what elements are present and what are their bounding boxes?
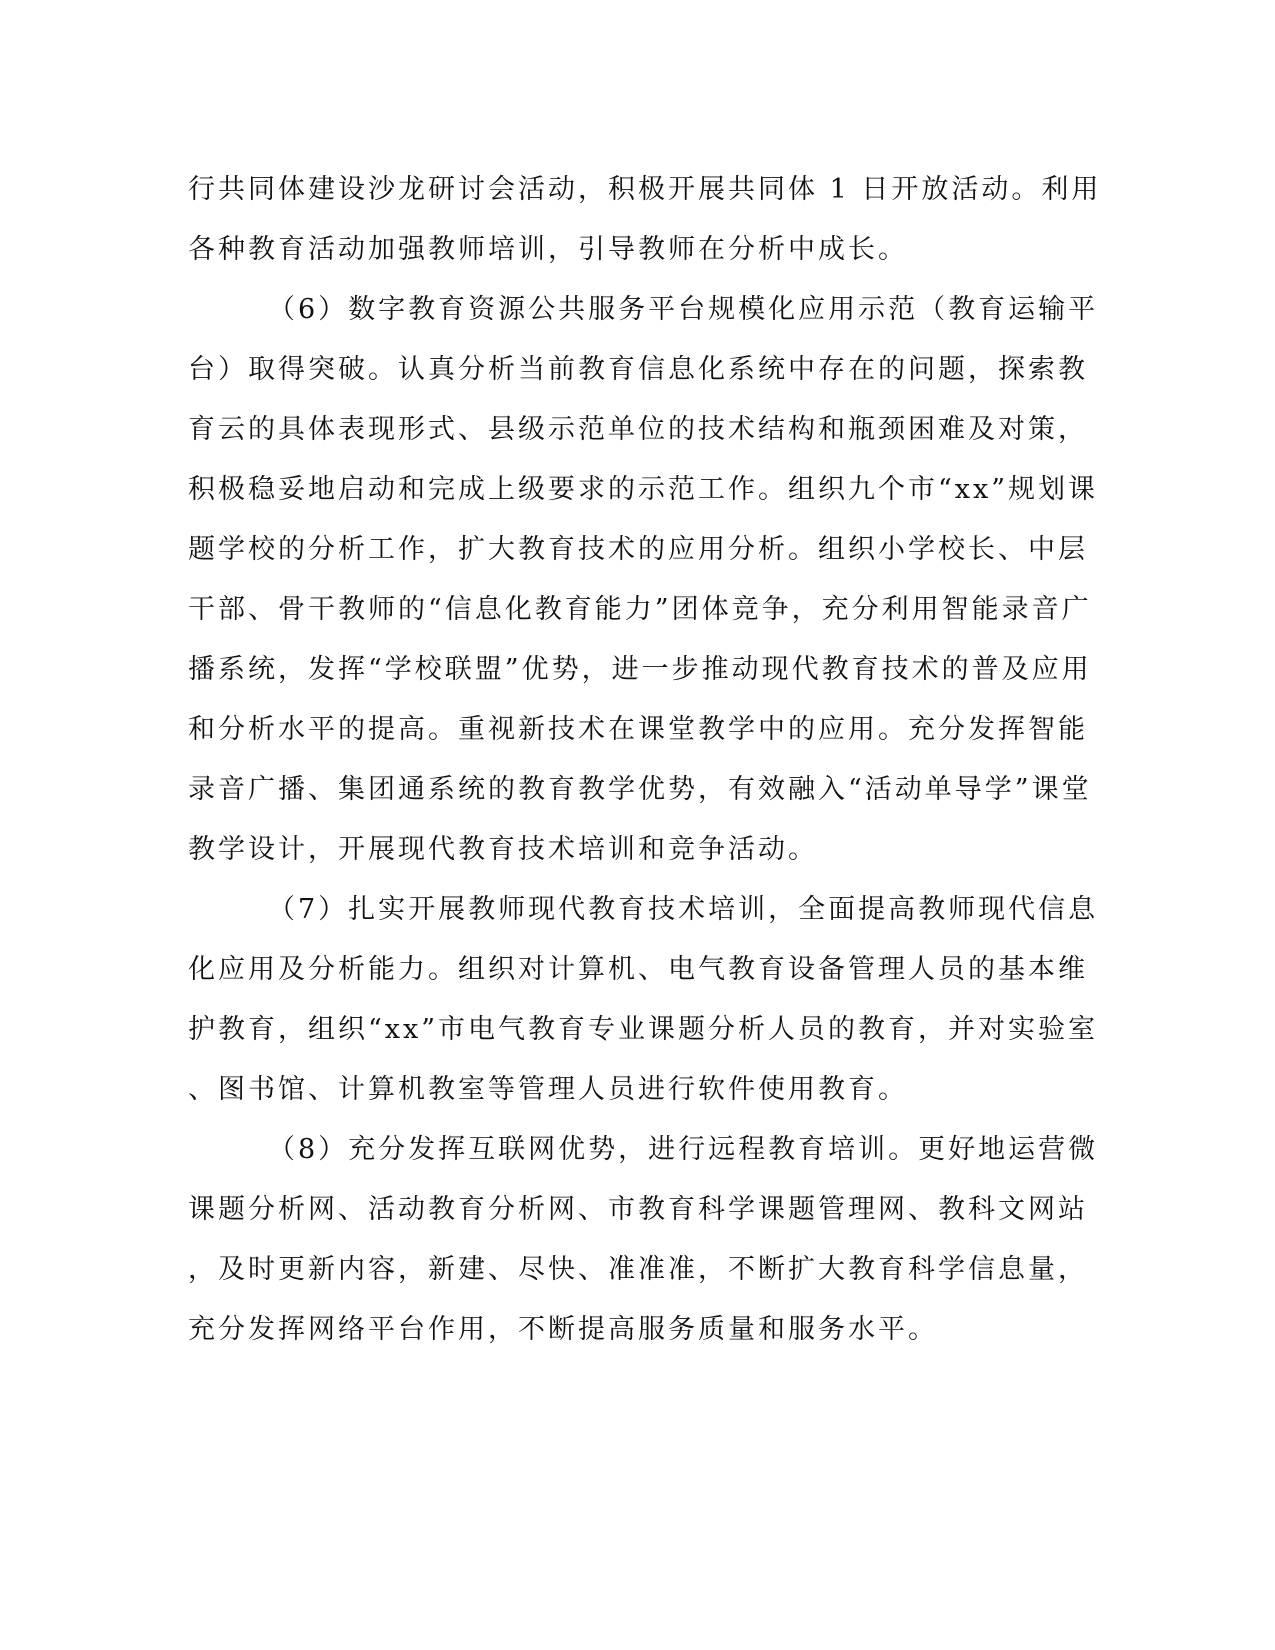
text-line: 录音广播、集团通系统的教育教学优势，有效融入“活动单导学”课堂: [188, 774, 1092, 805]
text-line: 化应用及分析能力。组织对计算机、电气教育设备管理人员的基本维: [188, 954, 1088, 985]
paragraph-6-start: （6）数字教育资源公共服务平台规模化应用示范（教育运输平: [268, 294, 1099, 325]
paragraph-7-start: （7）扎实开展教师现代教育技术培训，全面提高教师现代信息: [268, 894, 1099, 925]
text-line: 台）取得突破。认真分析当前教育信息化系统中存在的问题，探索教: [188, 354, 1088, 385]
text-line: 充分发挥网络平台作用，不断提高服务质量和服务水平。: [188, 1314, 938, 1345]
text-line: 播系统，发挥“学校联盟”优势，进一步推动现代教育技术的普及应用: [188, 654, 1092, 685]
text-line: 各种教育活动加强教师培训，引导教师在分析中成长。: [188, 234, 908, 265]
paragraph-8-start: （8）充分发挥互联网优势，进行远程教育培训。更好地运营微: [268, 1134, 1099, 1165]
text-line: 课题分析网、活动教育分析网、市教育科学课题管理网、教科文网站: [188, 1194, 1088, 1225]
text-line: 育云的具体表现形式、县级示范单位的技术结构和瓶颈困难及对策，: [188, 414, 1088, 445]
text-line: 教学设计，开展现代教育技术培训和竞争活动。: [188, 834, 818, 865]
text-line: 护教育，组织“xx”市电气教育专业课题分析人员的教育，并对实验室: [188, 1014, 1099, 1045]
text-line: 、图书馆、计算机教室等管理人员进行软件使用教育。: [188, 1074, 908, 1105]
text-line: ，及时更新内容，新建、尽快、准准准，不断扩大教育科学信息量，: [188, 1254, 1088, 1285]
text-line: 题学校的分析工作，扩大教育技术的应用分析。组织小学校长、中层: [188, 534, 1088, 565]
document-body: [188, 160, 1102, 1360]
text-line: 行共同体建设沙龙研讨会活动，积极开展共同体 1 日开放活动。利用: [188, 174, 1102, 205]
text-line: 干部、骨干教师的“信息化教育能力”团体竞争，充分利用智能录音广: [188, 594, 1092, 625]
text-line: 积极稳妥地启动和完成上级要求的示范工作。组织九个市“xx”规划课: [188, 474, 1099, 505]
text-line: 和分析水平的提高。重视新技术在课堂教学中的应用。充分发挥智能: [188, 714, 1088, 745]
